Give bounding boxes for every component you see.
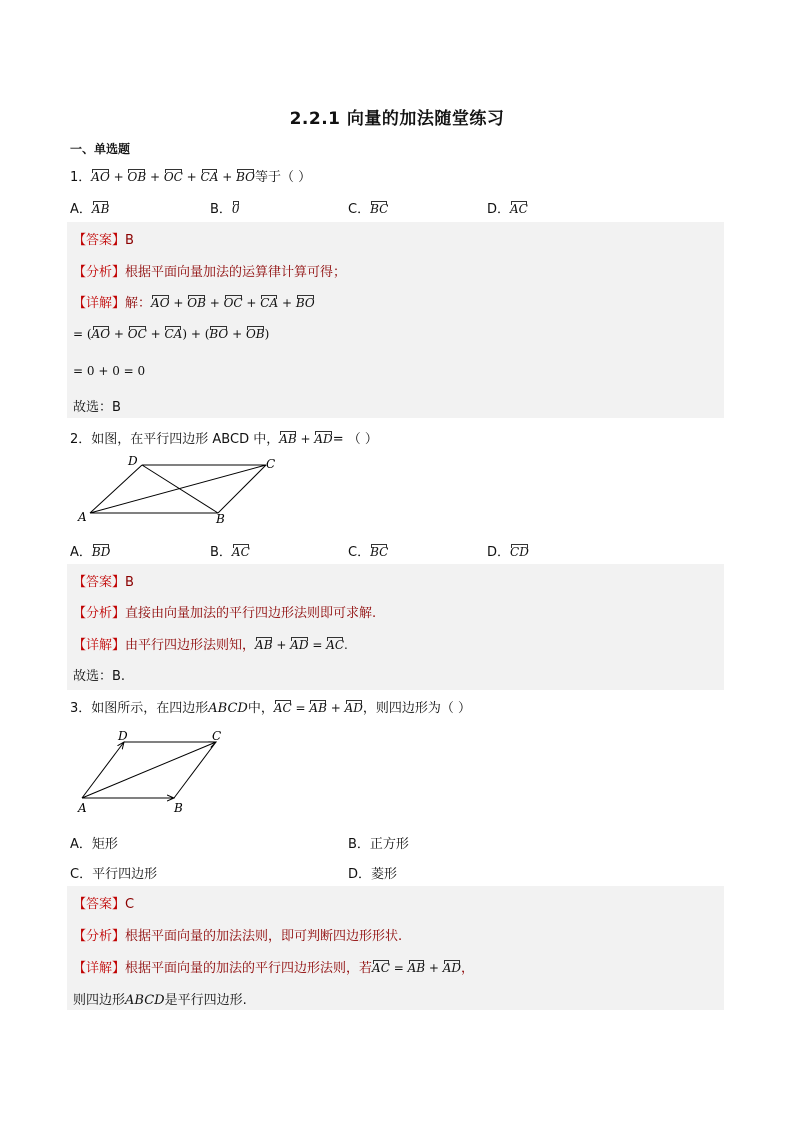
q2-solution-box [67,564,724,690]
q1-step3: = 0 + 0 = 0 [73,364,146,378]
q2-analysis: 【分析】直接由向量加法的平行四边形法则即可求解. [73,606,377,621]
q2-parallelogram-figure [76,455,286,525]
vector: CA [200,170,219,184]
q2-detail: 【详解】由平行四边形法则知，AB + AD = AC. [73,638,348,653]
q2-option-d[interactable]: D．CD [487,545,529,560]
q2-option-a[interactable]: A．BD [70,545,111,560]
q2-option-b[interactable]: B．AC [210,545,250,560]
q3-answer: 【答案】C [73,897,135,912]
q1-option-b[interactable]: B．0 [210,202,240,217]
q2-option-c[interactable]: C．BC [348,545,389,560]
q3-conclusion: 则四边形ABCD是平行四边形. [73,993,247,1008]
q2-stem: 2．如图，在平行四边形 ABCD 中，AB + AD= （ ） [70,432,378,447]
q3-option-a[interactable]: A．矩形 [70,837,118,852]
q1-solution-box [67,222,724,418]
q2-answer: 【答案】B [73,575,134,590]
q1-option-c[interactable]: C．BC [348,202,389,217]
q1-answer: 【答案】B [73,233,134,248]
vector: OB [127,170,147,184]
vector: OC [163,170,183,184]
q3-stem: 3．如图所示，在四边形ABCD中，AC = AB + AD，则四边形为（ ） [70,701,472,716]
label-c: C [266,457,276,471]
label-a: A [78,510,87,524]
diagonal-bd [142,465,218,513]
label-a: A [78,801,87,815]
q1-option-a[interactable]: A．AB [70,202,110,217]
q2-conclusion: 故选：B. [73,669,126,684]
q1-option-d[interactable]: D．AC [487,202,528,217]
label-b: B [174,801,183,815]
label-d: D [128,454,138,468]
q3-analysis: 【分析】根据平面向量的加法法则，即可判断四边形形状. [73,929,403,944]
vector: BO [236,170,255,184]
q1-analysis: 【分析】根据平面向量加法的运算律计算可得； [73,265,347,280]
q3-detail: 【详解】根据平面向量的加法的平行四边形法则，若AC = AB + AD， [73,961,475,976]
q1-step2: = (AO + OC + CA) + (BO + OB) [73,327,270,341]
label-c: C [212,729,222,743]
vector: AO [91,170,110,184]
q3-quadrilateral-figure [76,728,236,820]
q1-conclusion: 故选：B [73,400,121,415]
vector-ac [82,742,216,798]
q1-stem: 1．AO + OB + OC + CA + BO等于（ ） [70,170,312,185]
q3-option-b[interactable]: B．正方形 [348,837,409,852]
label-b: B [216,512,225,526]
q3-option-c[interactable]: C．平行四边形 [70,867,158,882]
q3-option-d[interactable]: D．菱形 [348,867,398,882]
label-d: D [118,729,128,743]
side-bc [218,465,266,513]
section-heading: 一、单选题 [70,142,131,156]
q1-detail: 【详解】解：AO + OB + OC + CA + BO [73,296,315,311]
page-title: 2.2.1 向量的加法随堂练习 [289,109,505,129]
